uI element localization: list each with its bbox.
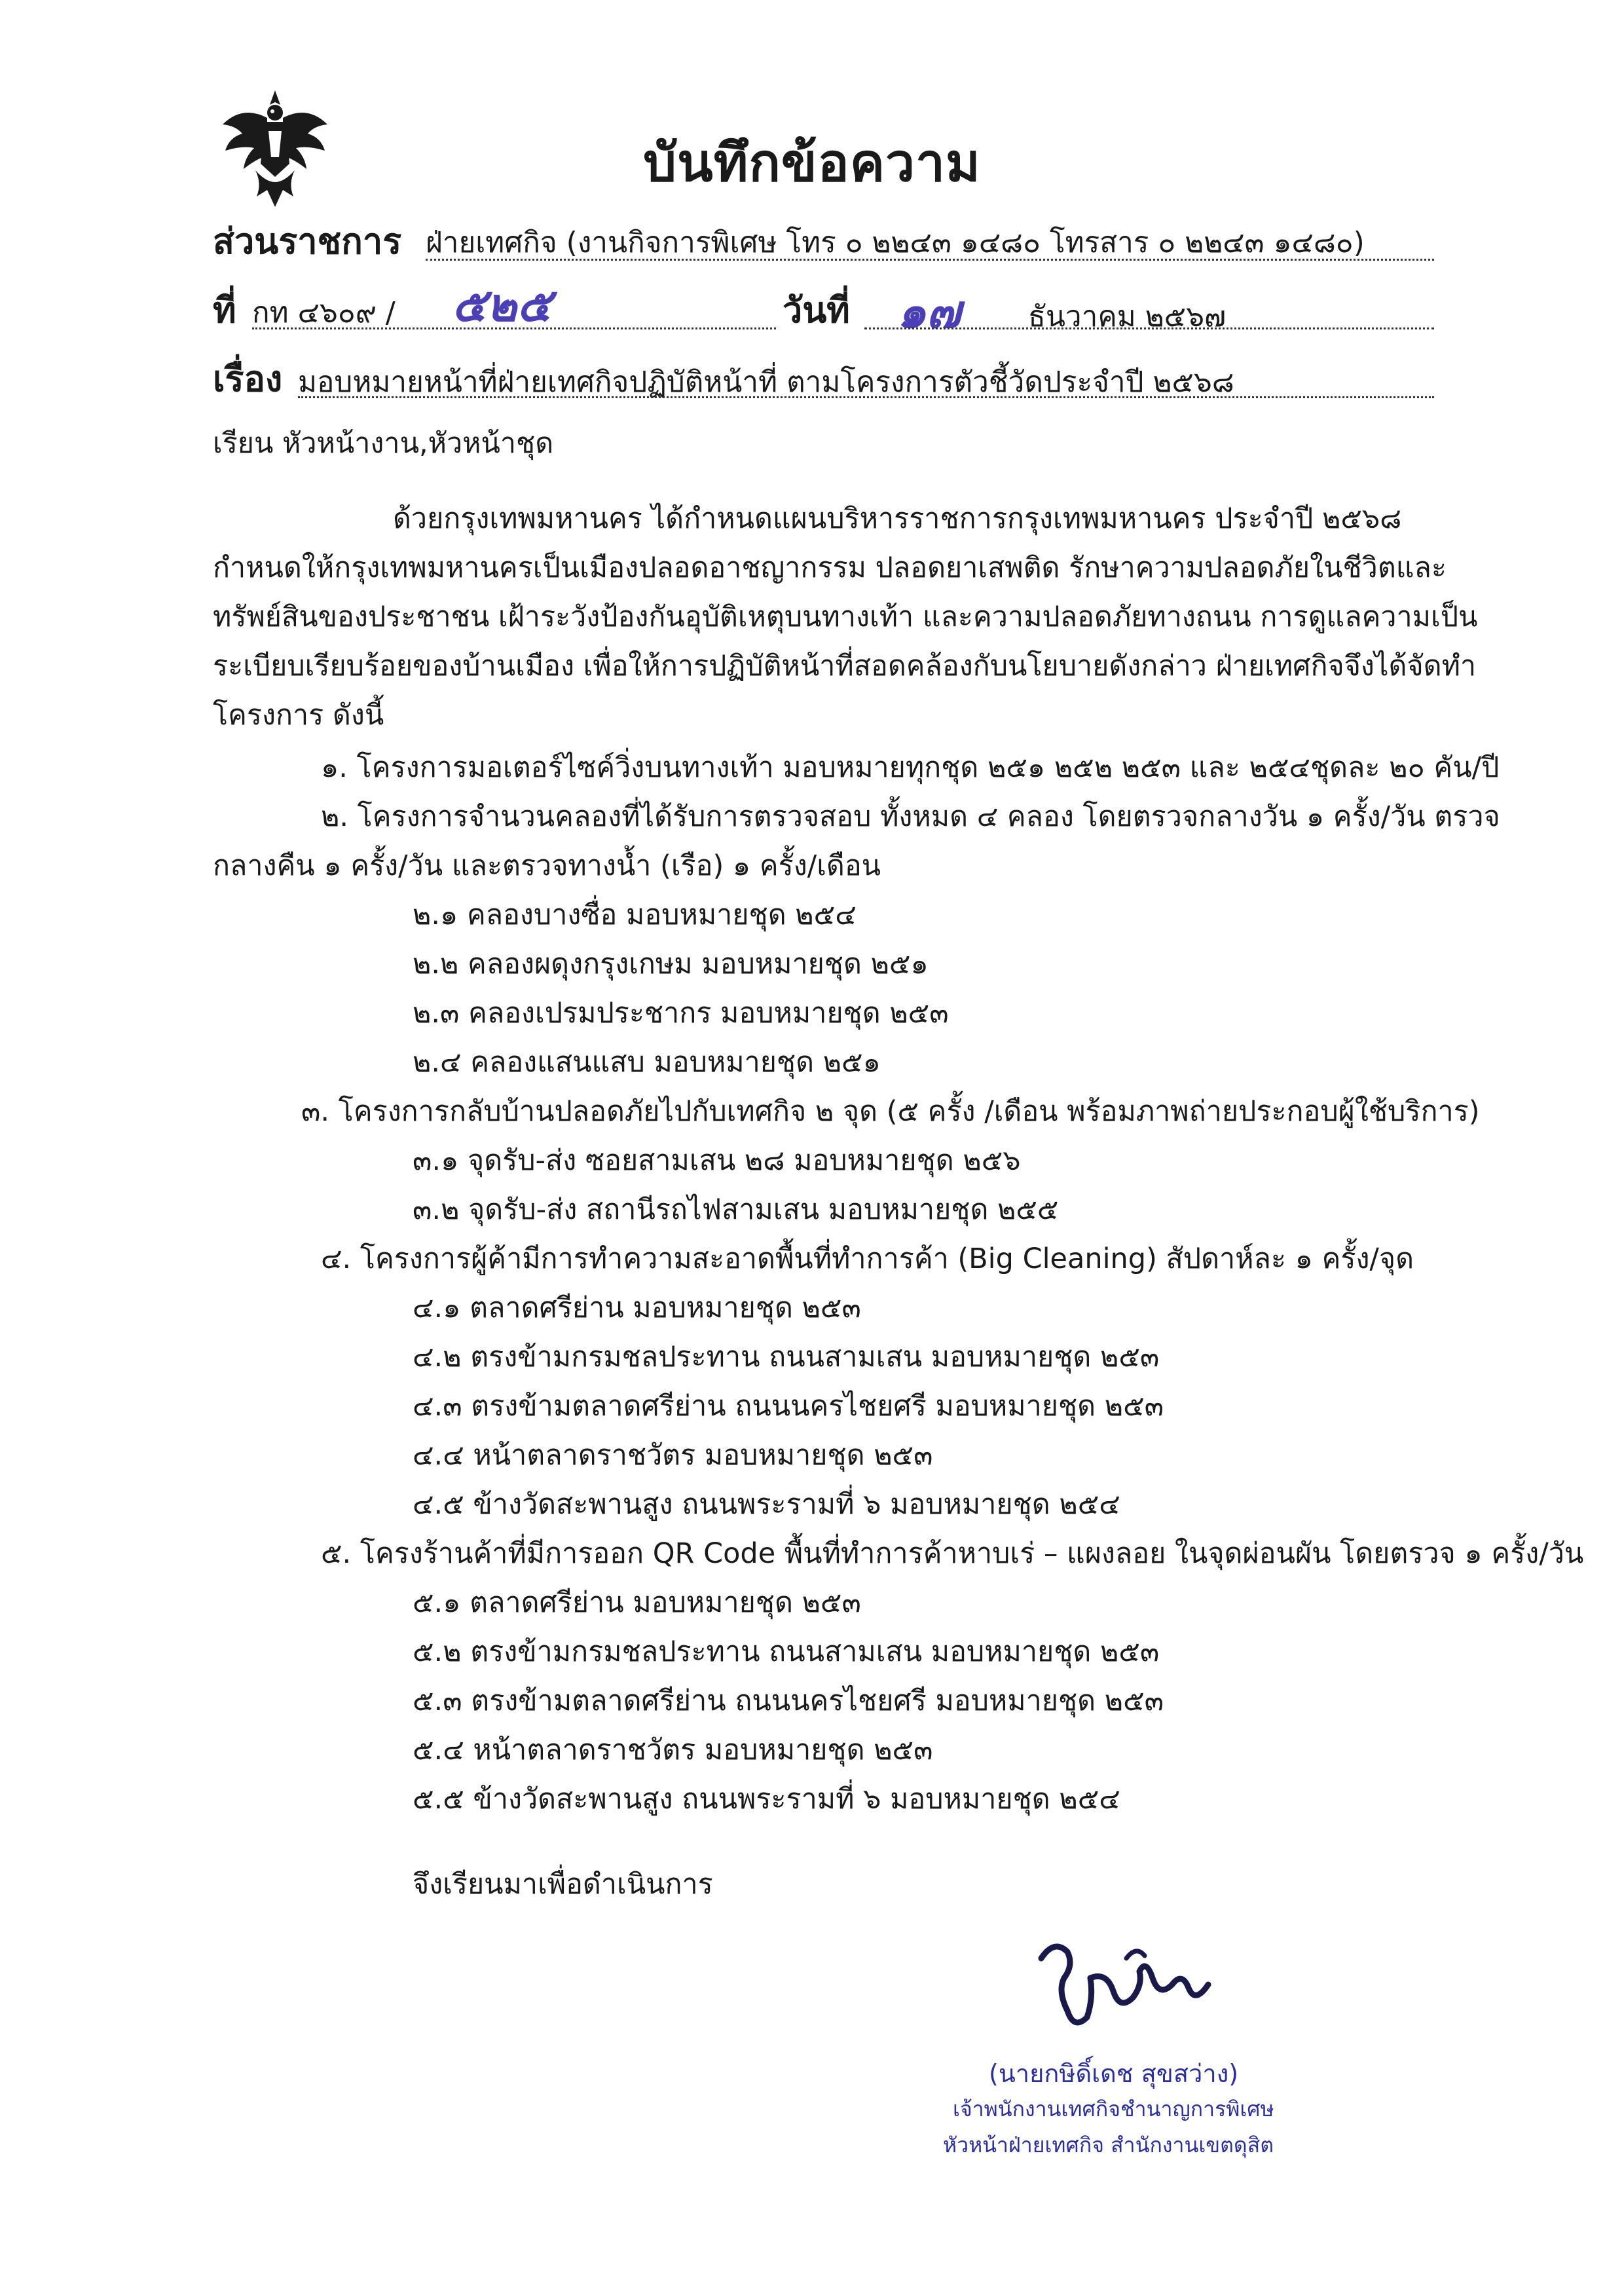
agency-value: ฝ่ายเทศกิจ (งานกิจการพิเศษ โทร ๐ ๒๒๔๓ ๑๔๘๐ โทรสาร ๐ ๒๒๔๓ ๑๔๘๐) — [426, 226, 1365, 259]
date-day-handwritten: ๑๗ — [897, 284, 961, 339]
signatory-position: หัวหน้าฝ่ายเทศกิจ สำนักงานเขตดุสิต — [943, 2133, 1274, 2157]
sub-list-item: ๒.๓ คลองเปรมประชากร มอบหมายชุด ๒๕๓ — [413, 997, 949, 1030]
sub-list-item: ๔.๑ ตลาดศรีย่าน มอบหมายชุด ๒๕๓ — [413, 1292, 861, 1324]
sub-list-item: ๒.๔ คลองแสนแสบ มอบหมายชุด ๒๕๑ — [413, 1046, 881, 1079]
handwritten-signature — [1028, 1932, 1225, 2043]
ref-label: ที่ — [213, 289, 236, 331]
list-item: กลางคืน ๑ ครั้ง/วัน และตรวจทางน้ำ (เรือ) ๑ ครั้ง/เดือน — [213, 849, 881, 882]
agency-label: ส่วนราชการ — [213, 221, 402, 262]
sub-list-item: ๔.๕ ข้างวัดสะพานสูง ถนนพระรามที่ ๖ มอบหมายชุด ๒๕๔ — [413, 1488, 1120, 1521]
salutation: เรียน หัวหน้างาน,หัวหน้าชุด — [213, 427, 554, 460]
ref-number: กท ๔๖๐๙ / — [252, 296, 396, 329]
sub-list-item: ๕.๕ ข้างวัดสะพานสูง ถนนพระรามที่ ๖ มอบหมายชุด ๒๕๔ — [413, 1783, 1120, 1816]
sub-list-item: ๕.๔ หน้าตลาดราชวัตร มอบหมายชุด ๒๕๓ — [413, 1734, 933, 1766]
list-item: ๓. โครงการกลับบ้านปลอดภัยไปกับเทศกิจ ๒ จุด (๕ ครั้ง /เดือน พร้อมภาพถ่ายประกอบผู้ใช้บริการ) — [301, 1095, 1480, 1128]
ref-handwritten-number: ๕๒๕ — [452, 278, 552, 332]
sub-list-item: ๔.๒ ตรงข้ามกรมชลประทาน ถนนสามเสน มอบหมายชุด ๒๕๓ — [413, 1341, 1160, 1373]
sub-list-item: ๓.๑ จุดรับ-ส่ง ซอยสามเสน ๒๘ มอบหมายชุด ๒๕๖ — [413, 1144, 1021, 1177]
dotted-line — [252, 327, 776, 329]
list-item: ๕. โครงร้านค้าที่มีการออก QR Code พื้นที่ทำการค้าหาบเร่ – แผงลอย ในจุดผ่อนผัน โดยตรวจ ๑ ครั้ง/วัน — [321, 1537, 1584, 1570]
date-label: วันที่ — [783, 289, 850, 331]
intro-line: โครงการ ดังนี้ — [213, 699, 384, 732]
sub-list-item: ๕.๓ ตรงข้ามตลาดศรีย่าน ถนนนครไชยศรี มอบหมายชุด ๒๕๓ — [413, 1685, 1164, 1717]
closing-text: จึงเรียนมาเพื่อดำเนินการ — [413, 1868, 713, 1901]
intro-line: ระเบียบเรียบร้อยของบ้านเมือง เพื่อให้การปฏิบัติหน้าที่สอดคล้องกับนโยบายดังกล่าว ฝ่ายเทศกิจจึงได้จัดทำ — [213, 650, 1477, 682]
date-month-year: ธันวาคม ๒๕๖๗ — [1028, 300, 1227, 333]
dotted-line — [426, 259, 1434, 261]
intro-line: ด้วยกรุงเทพมหานคร ได้กำหนดแผนบริหารราชการกรุงเทพมหานคร ประจำปี ๒๕๖๘ — [393, 502, 1402, 535]
list-item: ๑. โครงการมอเตอร์ไซค์วิ่งบนทางเท้า มอบหมายทุกชุด ๒๕๑ ๒๕๒ ๒๕๓ และ ๒๕๔ชุดละ ๒๐ คัน/ปี — [321, 751, 1500, 784]
subject-value: มอบหมายหน้าที่ฝ่ายเทศกิจปฏิบัติหน้าที่ ตามโครงการตัวชี้วัดประจำปี ๒๕๖๘ — [298, 365, 1234, 399]
list-item: ๔. โครงการผู้ค้ามีการทำความสะอาดพื้นที่ทำการค้า (Big Cleaning) สัปดาห์ละ ๑ ครั้ง/จุด — [321, 1242, 1414, 1275]
sub-list-item: ๒.๒ คลองผดุงกรุงเกษม มอบหมายชุด ๒๕๑ — [413, 948, 929, 980]
sub-list-item: ๕.๒ ตรงข้ามกรมชลประทาน ถนนสามเสน มอบหมายชุด ๒๕๓ — [413, 1635, 1160, 1668]
dotted-line — [864, 327, 1434, 329]
list-item: ๒. โครงการจำนวนคลองที่ได้รับการตรวจสอบ ทั้งหมด ๔ คลอง โดยตรวจกลางวัน ๑ ครั้ง/วัน ตรวจ — [321, 800, 1500, 833]
memo-title: บันทึกข้อความ — [643, 132, 981, 193]
sub-list-item: ๔.๔ หน้าตลาดราชวัตร มอบหมายชุด ๒๕๓ — [413, 1439, 933, 1472]
dotted-line — [298, 396, 1434, 398]
sub-list-item: ๕.๑ ตลาดศรีย่าน มอบหมายชุด ๒๕๓ — [413, 1586, 861, 1619]
sub-list-item: ๔.๓ ตรงข้ามตลาดศรีย่าน ถนนนครไชยศรี มอบหมายชุด ๒๕๓ — [413, 1390, 1164, 1423]
intro-line: ทรัพย์สินของประชาชน เฝ้าระวังป้องกันอุบัติเหตุบนทางเท้า และความปลอดภัยทางถนน การดูแลความเป็น — [213, 601, 1478, 633]
sub-list-item: ๒.๑ คลองบางซื่อ มอบหมายชุด ๒๕๔ — [413, 899, 857, 931]
intro-line: กำหนดให้กรุงเทพมหานครเป็นเมืองปลอดอาชญากรรม ปลอดยาเสพติด รักษาความปลอดภัยในชีวิตและ — [213, 551, 1447, 584]
subject-label: เรื่อง — [213, 358, 283, 400]
sub-list-item: ๓.๒ จุดรับ-ส่ง สถานีรถไฟสามเสน มอบหมายชุด ๒๕๕ — [413, 1193, 1059, 1226]
signatory-name: (นายกษิดิ์เดช สุขสว่าง) — [989, 2059, 1239, 2088]
signatory-position: เจ้าพนักงานเทศกิจชำนาญการพิเศษ — [953, 2097, 1274, 2121]
